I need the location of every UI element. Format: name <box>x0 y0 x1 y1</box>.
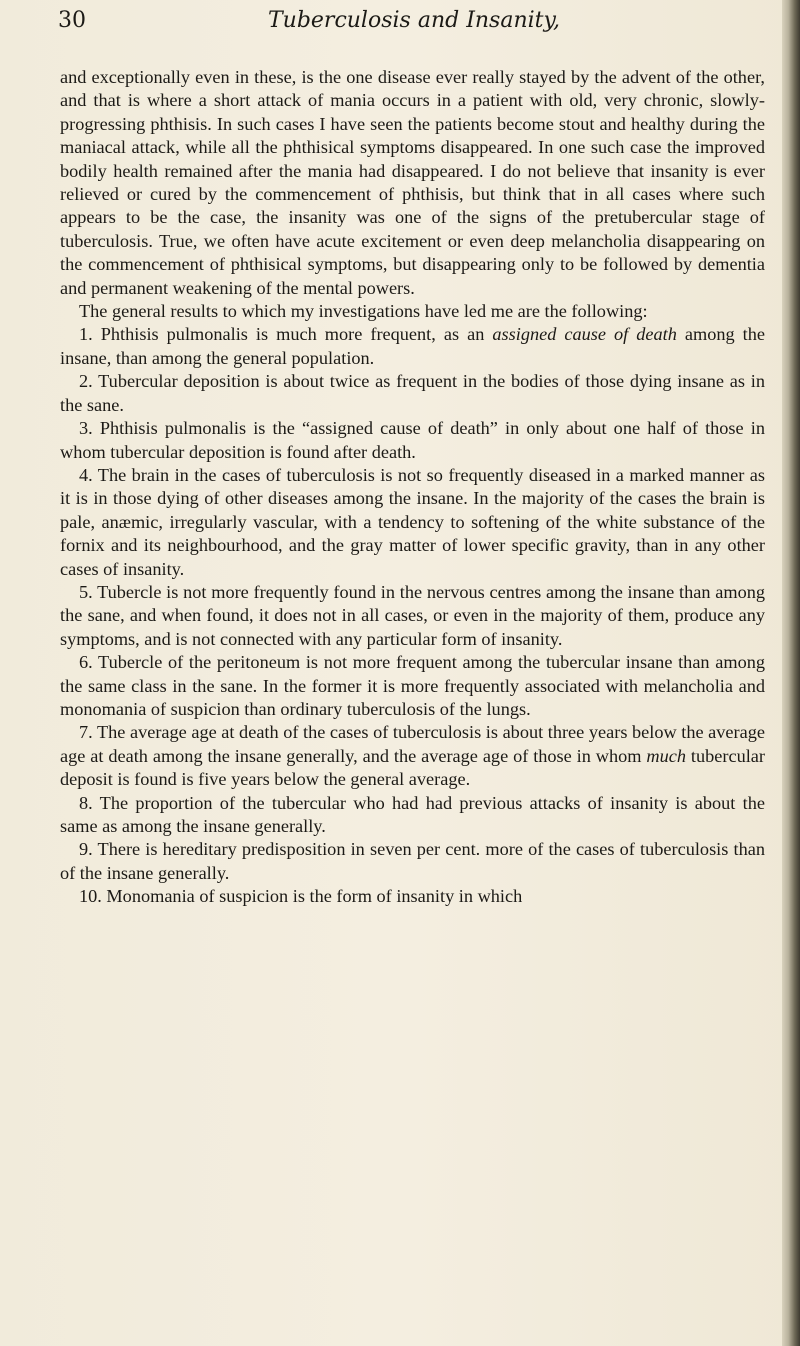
text-run: 2. Tubercular deposition is about twice as frequent in the bodies of those dying insane as in the sane. <box>60 371 770 415</box>
text-run: 7. The average age at death of the cases of tuberculosis is about three years below the average age at death among the insane generally, and the average age of those in whom <box>60 722 770 766</box>
paragraph <box>60 651 770 721</box>
paragraph <box>60 581 770 651</box>
page-edge <box>782 0 800 1346</box>
text-run: 4. The brain in the cases of tuberculosis is not so frequently diseased in a marked manner as it is in those dying of other diseases among the insane. In the majority of the cases the brain is pale, anæmic, irregularly vascular, with a tendency to softening of the white substance of the fornix and its neighbourhood, and the gray matter of lower specific gravity, than in any other cases of insanity. <box>60 464 770 579</box>
paragraph <box>60 838 770 885</box>
text-run: 10. Monomania of suspicion is the form of insanity in which <box>79 886 523 907</box>
running-title: Tuberculosis and Insanity, <box>267 8 560 33</box>
page-number: 30 <box>58 8 86 33</box>
text-run: and exceptionally even in these, is the one disease ever really stayed by the advent of the other, and that is where a short attack of mania occurs in a patient with old, very chronic, slowly-progressing phthisis. In such cases I have seen the patients become stout and healthy during the maniacal attack, while all the phthisical symptoms disappeared. In one such case the improved bodily health remained after the mania had disappeared. I do not believe that insanity is ever relieved or cured by the commencement of phthisis, but think that in all cases where such appears to be the case, the insanity was one of the signs of the pretubercular stage of tuberculosis. True, we often have acute excitement or even deep melancholia disappearing on the commencement of phthisical symptoms, but disappearing only to be followed by dementia and permanent weakening of the mental powers. <box>60 67 770 298</box>
paragraph <box>60 721 770 791</box>
page-header <box>58 2 770 48</box>
text-run: 8. The proportion of the tubercular who had had previous attacks of insanity is about the same as among the insane generally. <box>60 792 770 836</box>
body-text <box>60 66 770 909</box>
text-run: 9. There is hereditary predisposition in seven per cent. more of the cases of tuberculosis than of the insane generally. <box>60 839 770 883</box>
paragraph <box>60 370 770 417</box>
italic-text: much <box>646 745 686 766</box>
paragraph <box>60 792 770 839</box>
text-run: among the insane, than among the general population. <box>60 324 770 368</box>
text-run: 5. Tubercle is not more frequently found in the nervous centres among the insane than among the sane, and when found, it does not in all cases, or even in the majority of them, produce any symptoms, and is not connected with any particular form of insanity. <box>60 581 770 649</box>
paragraph <box>60 885 765 908</box>
italic-text: assigned cause of death <box>492 324 677 345</box>
paragraph <box>60 66 770 300</box>
text-run: 3. Phthisis pulmonalis is the “assigned cause of death” in only about one half of those in whom tubercular deposition is found after death. <box>60 418 770 462</box>
paragraph <box>60 323 770 370</box>
text-run: tubercular deposit is found is five years below the general average. <box>60 745 770 790</box>
text-run: The general results to which my investigations have led me are the following: <box>79 301 648 322</box>
paragraph <box>60 417 770 464</box>
text-run: 1. Phthisis pulmonalis is much more frequent, as an <box>79 324 493 345</box>
paragraph <box>60 464 770 581</box>
text-run: 6. Tubercle of the peritoneum is not more frequent among the tubercular insane than among the same class in the sane. In the former it is more frequently associated with melancholia and monomania of suspicion than ordinary tuberculosis of the lungs. <box>60 652 770 719</box>
paragraph <box>60 300 765 323</box>
